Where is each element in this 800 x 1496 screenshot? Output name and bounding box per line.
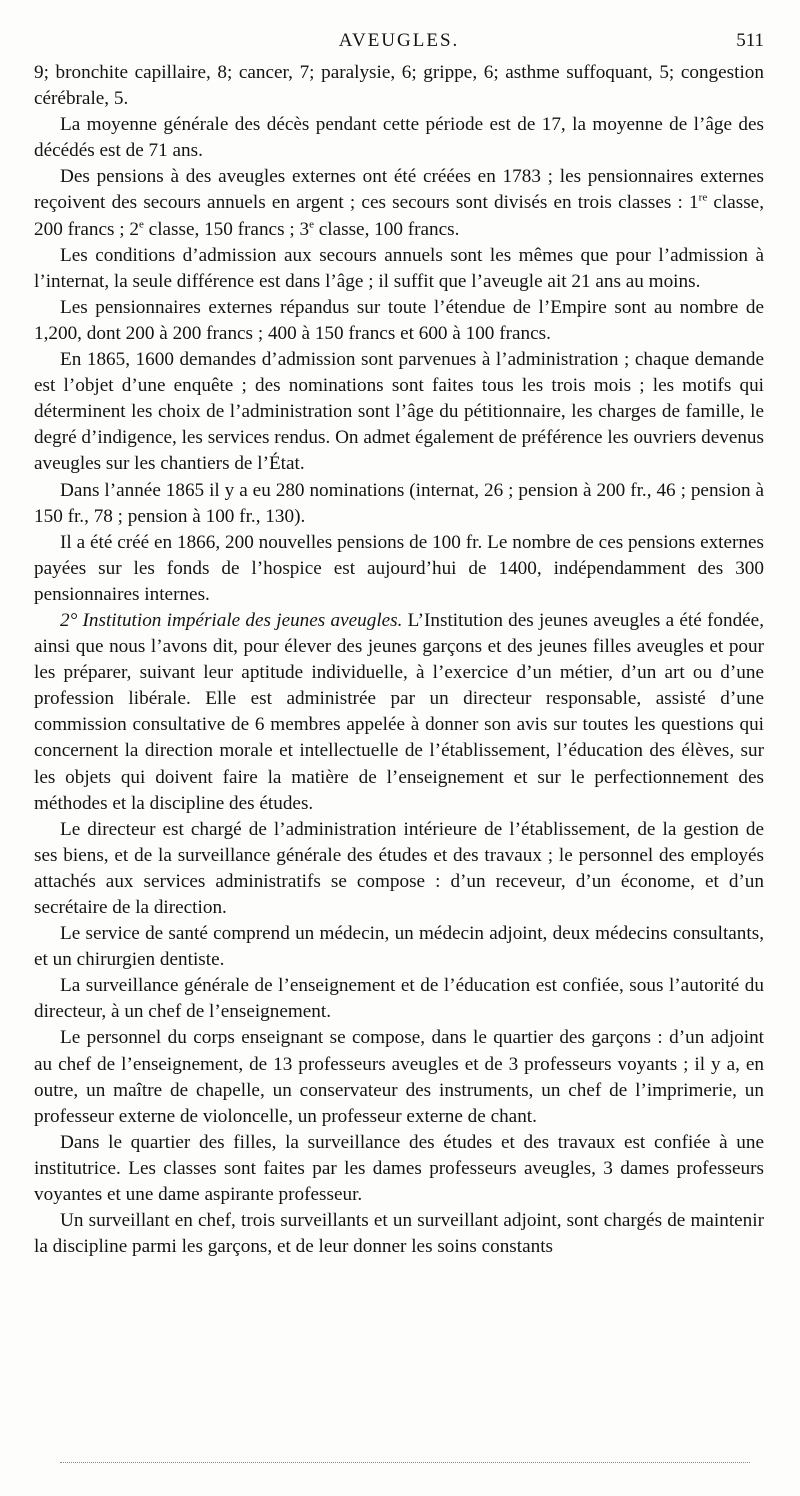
ordinal-suffix: e xyxy=(138,218,144,231)
paragraph-2: La moyenne générale des décès pendant cette période est de 17, la moyenne de l’âge des décédés est de 71 ans. xyxy=(34,114,764,162)
paragraph-3-part-a: Des pensions à des aveugles externes ont été créées en 1783 ; les pensionnaires externes reçoivent des secours annuels en argent ; ces secours sont divisés en trois classes : 1 xyxy=(34,166,764,214)
ordinal-suffix: e xyxy=(309,218,314,231)
paragraph-14: Dans le quartier des filles, la surveillance des études et des travaux est confiée à une institutrice. Les classes sont faites par les dames professeurs aveugles, 3 dames professeurs voyantes et une dame aspirante professeur. xyxy=(34,1131,764,1206)
paragraph-9 xyxy=(34,608,764,817)
paragraph-8: Il a été créé en 1866, 200 nouvelles pensions de 100 fr. Le nombre de ces pensions externes payées sur les fonds de l’hospice est aujourd’hui de 1400, indépendamment des 300 pensionnaires internes. xyxy=(34,531,764,605)
paragraph-3-part-b: classe, 200 francs ; 2 xyxy=(34,192,764,240)
footer-rule xyxy=(60,1462,750,1463)
paragraph-1: 9; bronchite capillaire, 8; cancer, 7; paralysie, 6; grippe, 6; asthme suffoquant, 5; congestion cérébrale, 5. xyxy=(34,62,764,110)
paragraph-3-part-d: classe, 100 francs. xyxy=(313,218,460,240)
page-header xyxy=(34,30,764,56)
paragraph-7: Dans l’année 1865 il y a eu 280 nominations (internat, 26 ; pension à 200 fr., 46 ; pension à 150 fr., 78 ; pension à 100 fr., 130). xyxy=(34,479,764,527)
paragraph-10: Le directeur est chargé de l’administration intérieure de l’établissement, de la gestion de ses biens, et de la surveillance générale des études et des travaux ; le personnel des employés attachés aux services administratifs se compose : d’un receveur, d’un économe, et d’un secrétaire de la direction. xyxy=(34,818,764,918)
running-head: AVEUGLES. xyxy=(338,30,460,51)
page-body xyxy=(34,60,764,1260)
paragraph-9-text: L’Institution des jeunes aveugles a été fondée, ainsi que nous l’avons dit, pour élever des jeunes garçons et des jeunes filles aveugles et pour les préparer, suivant leur aptitude individuelle, à l’exercice d’un métier, d’un art ou d’une profession libérale. Elle est administrée par un directeur responsable, assisté d’une commission consultative de 6 membres appelée à donner son avis sur toutes les questions qui concernent la direction morale et intellectuelle de l’établissement, l’éducation des élèves, sur les objets qui doivent faire la matière de l’enseignement et sur le perfectionnement des méthodes et la discipline des études. xyxy=(34,609,764,814)
paragraph-13: Le personnel du corps enseignant se compose, dans le quartier des garçons : d’un adjoint au chef de l’enseignement, de 13 professeurs aveugles et de 3 professeurs voyants ; il y a, en outre, un maître de chapelle, un conservateur des instruments, un chef de l’imprimerie, un professeur externe de violoncelle, un professeur externe de chant. xyxy=(34,1027,764,1127)
paragraph-3 xyxy=(34,164,764,242)
paragraph-15: Un surveillant en chef, trois surveillants et un surveillant adjoint, sont chargés de maintenir la discipline parmi les garçons, et de leur donner les soins constants xyxy=(34,1210,764,1258)
section-heading: 2° Institution impériale des jeunes aveugles. xyxy=(60,609,403,631)
paragraph-12: La surveillance générale de l’enseignement et de l’éducation est confiée, sous l’autorité du directeur, à un chef de l’enseignement. xyxy=(34,975,764,1023)
page-number: 511 xyxy=(736,30,764,51)
paragraph-4: Les conditions d’admission aux secours annuels sont les mêmes que pour l’admission à l’internat, la seule différence est dans l’âge ; il suffit que l’aveugle ait 21 ans au moins. xyxy=(34,244,764,292)
paragraph-6: En 1865, 1600 demandes d’admission sont parvenues à l’administration ; chaque demande est l’objet d’une enquête ; des nominations sont faites tous les trois mois ; les motifs qui déterminent les choix de l’administration sont l’âge du pétitionnaire, les charges de famille, le degré d’indigence, les services rendus. On admet également de préférence les ouvriers devenus aveugles sur les chantiers de l’État. xyxy=(34,349,764,475)
paragraph-11: Le service de santé comprend un médecin, un médecin adjoint, deux médecins consultants, et un chirurgien dentiste. xyxy=(34,923,764,971)
paragraph-5: Les pensionnaires externes répandus sur toute l’étendue de l’Empire sont au nombre de 1,200, dont 200 à 200 francs ; 400 à 150 francs et 600 à 100 francs. xyxy=(34,296,764,344)
ordinal-suffix: re xyxy=(698,192,708,205)
paragraph-3-part-c: classe, 150 francs ; 3 xyxy=(143,218,310,240)
